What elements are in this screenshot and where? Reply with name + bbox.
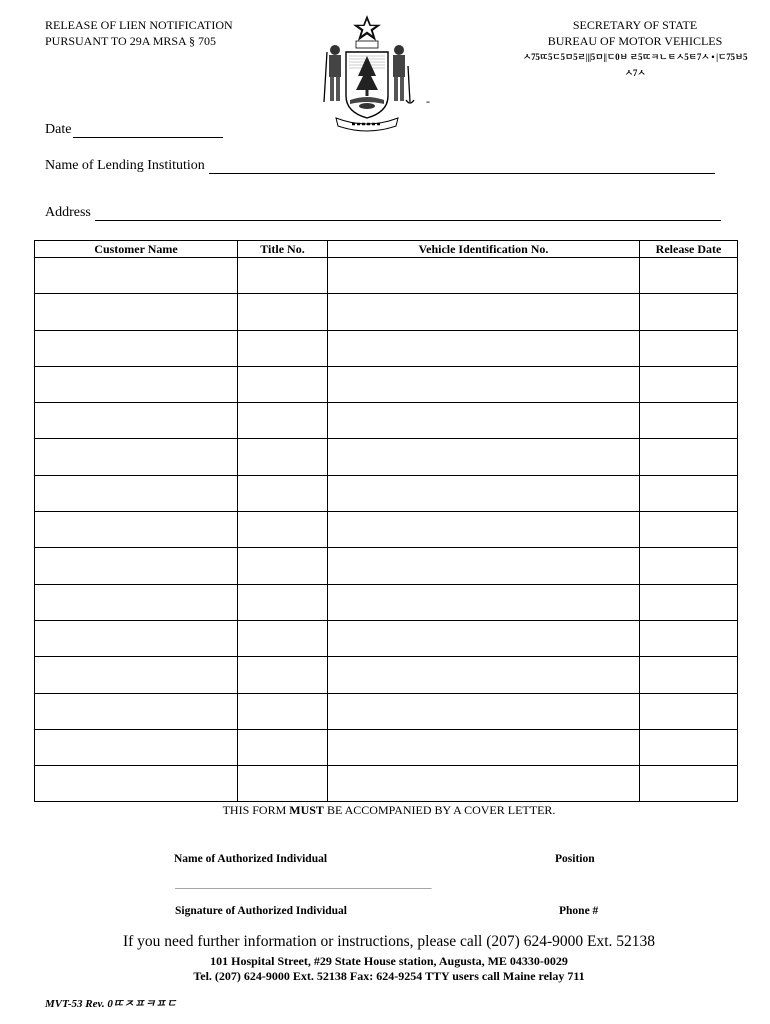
cell-vin[interactable] xyxy=(328,620,640,656)
cell-title-no[interactable] xyxy=(238,766,328,802)
column-header-release-date: Release Date xyxy=(640,241,738,258)
cover-letter-notice xyxy=(0,803,770,818)
table-row xyxy=(35,548,738,584)
cell-vin[interactable] xyxy=(328,512,640,548)
cell-title-no[interactable] xyxy=(238,584,328,620)
cell-vin[interactable] xyxy=(328,403,640,439)
notice-emphasis: MUST xyxy=(289,803,324,817)
cell-title-no[interactable] xyxy=(238,657,328,693)
release-table xyxy=(34,240,738,802)
cell-customer-name[interactable] xyxy=(35,693,238,729)
cell-customer-name[interactable] xyxy=(35,729,238,765)
cell-vin[interactable] xyxy=(328,258,640,294)
cell-release-date[interactable] xyxy=(640,693,738,729)
signature-line[interactable]: ________________________________________________________________ xyxy=(175,880,431,890)
position-label: Position xyxy=(555,853,595,865)
cell-customer-name[interactable] xyxy=(35,330,238,366)
table-row xyxy=(35,366,738,402)
cell-release-date[interactable] xyxy=(640,366,738,402)
table-row xyxy=(35,294,738,330)
table-row xyxy=(35,475,738,511)
form-title-block xyxy=(45,17,233,49)
cell-release-date[interactable] xyxy=(640,294,738,330)
agency-block xyxy=(520,17,750,81)
cell-title-no[interactable] xyxy=(238,512,328,548)
cell-release-date[interactable] xyxy=(640,403,738,439)
address-input-line[interactable] xyxy=(95,206,721,221)
cell-title-no[interactable] xyxy=(238,548,328,584)
cell-vin[interactable] xyxy=(328,330,640,366)
cell-customer-name[interactable] xyxy=(35,258,238,294)
cell-title-no[interactable] xyxy=(238,693,328,729)
cell-vin[interactable] xyxy=(328,766,640,802)
cell-customer-name[interactable] xyxy=(35,475,238,511)
agency-contact-text: ㅅ75ㄸ5ㄷ5ㅁ5ㄹ|||5ㅁ||ㄷ0ㅂ ㄹ5ㄸㅋㄴㅌㅅ5ㅌ7ㅅ • |ㄷ75ㅂ5ㅅ7ㅅ xyxy=(522,52,748,78)
cell-release-date[interactable] xyxy=(640,330,738,366)
authorized-name-label: Name of Authorized Individual xyxy=(174,853,328,865)
cell-release-date[interactable] xyxy=(640,584,738,620)
cell-customer-name[interactable] xyxy=(35,403,238,439)
cell-vin[interactable] xyxy=(328,475,640,511)
cell-vin[interactable] xyxy=(328,439,640,475)
cell-release-date[interactable] xyxy=(640,475,738,511)
cell-vin[interactable] xyxy=(328,548,640,584)
notice-prefix: THIS FORM xyxy=(222,803,290,817)
cell-customer-name[interactable] xyxy=(35,657,238,693)
form-id: MVT-53 Rev. 0ㄸㅈㅍㅋㅍㄷ xyxy=(45,998,177,1010)
address-label: Address xyxy=(45,205,91,220)
cell-title-no[interactable] xyxy=(238,620,328,656)
table-row xyxy=(35,330,738,366)
cell-customer-name[interactable] xyxy=(35,294,238,330)
cell-customer-name[interactable] xyxy=(35,439,238,475)
table-row xyxy=(35,729,738,765)
cell-title-no[interactable] xyxy=(238,366,328,402)
cell-title-no[interactable] xyxy=(238,439,328,475)
cell-release-date[interactable] xyxy=(640,548,738,584)
date-label: Date xyxy=(45,122,72,137)
table-row xyxy=(35,403,738,439)
form-title: RELEASE OF LIEN NOTIFICATION xyxy=(45,18,233,32)
cell-title-no[interactable] xyxy=(238,403,328,439)
cell-vin[interactable] xyxy=(328,729,640,765)
cell-vin[interactable] xyxy=(328,657,640,693)
mailing-address: 101 Hospital Street, #29 State House station, Augusta, ME 04330-0029 xyxy=(210,954,568,968)
cell-customer-name[interactable] xyxy=(35,620,238,656)
lending-institution-label: Name of Lending Institution xyxy=(45,158,205,173)
cell-vin[interactable] xyxy=(328,693,640,729)
cell-release-date[interactable] xyxy=(640,439,738,475)
table-body xyxy=(35,258,738,802)
column-header-customer-name: Customer Name xyxy=(35,241,238,258)
table-row xyxy=(35,512,738,548)
signature-label: Signature of Authorized Individual xyxy=(175,905,348,917)
cell-release-date[interactable] xyxy=(640,620,738,656)
table-row xyxy=(35,258,738,294)
cell-title-no[interactable] xyxy=(238,729,328,765)
statute-reference: PURSUANT TO 29A MRSA § 705 xyxy=(45,34,217,48)
cell-title-no[interactable] xyxy=(238,294,328,330)
cell-release-date[interactable] xyxy=(640,258,738,294)
table-row xyxy=(35,620,738,656)
table-row xyxy=(35,584,738,620)
date-field[interactable] xyxy=(45,122,223,138)
contact-numbers: Tel. (207) 624-9000 Ext. 52138 Fax: 624-9254 TTY users call Maine relay 711 xyxy=(193,969,585,983)
table-row xyxy=(35,693,738,729)
cell-title-no[interactable] xyxy=(238,258,328,294)
table-row xyxy=(35,657,738,693)
column-header-title-no: Title No. xyxy=(238,241,328,258)
address-field[interactable] xyxy=(45,205,721,221)
cell-release-date[interactable] xyxy=(640,657,738,693)
state-seal-icon xyxy=(318,14,416,134)
cell-vin[interactable] xyxy=(328,366,640,402)
cell-title-no[interactable] xyxy=(238,475,328,511)
column-header-vin: Vehicle Identification No. xyxy=(328,241,640,258)
info-line: If you need further information or instructions, please call (207) 624-9000 Ext. 52138 xyxy=(122,933,656,950)
phone-label: Phone # xyxy=(559,905,599,917)
cell-customer-name[interactable] xyxy=(35,548,238,584)
date-input-line[interactable] xyxy=(73,123,223,138)
lending-institution-field[interactable] xyxy=(45,158,715,174)
cell-customer-name[interactable] xyxy=(35,584,238,620)
bureau-name: BUREAU OF MOTOR VEHICLES xyxy=(547,34,723,48)
table-row xyxy=(35,766,738,802)
agency-name: SECRETARY OF STATE xyxy=(572,18,698,32)
cell-customer-name[interactable] xyxy=(35,366,238,402)
cell-vin[interactable] xyxy=(328,584,640,620)
cell-release-date[interactable] xyxy=(640,512,738,548)
seal-mark: - xyxy=(426,94,430,108)
table-header-row xyxy=(35,241,738,258)
cell-release-date[interactable] xyxy=(640,766,738,802)
lending-institution-input-line[interactable] xyxy=(209,159,715,174)
cell-title-no[interactable] xyxy=(238,330,328,366)
cell-vin[interactable] xyxy=(328,294,640,330)
notice-suffix: BE ACCOMPANIED BY A COVER LETTER. xyxy=(323,803,556,817)
cell-release-date[interactable] xyxy=(640,729,738,765)
cell-customer-name[interactable] xyxy=(35,512,238,548)
table-row xyxy=(35,439,738,475)
cell-customer-name[interactable] xyxy=(35,766,238,802)
